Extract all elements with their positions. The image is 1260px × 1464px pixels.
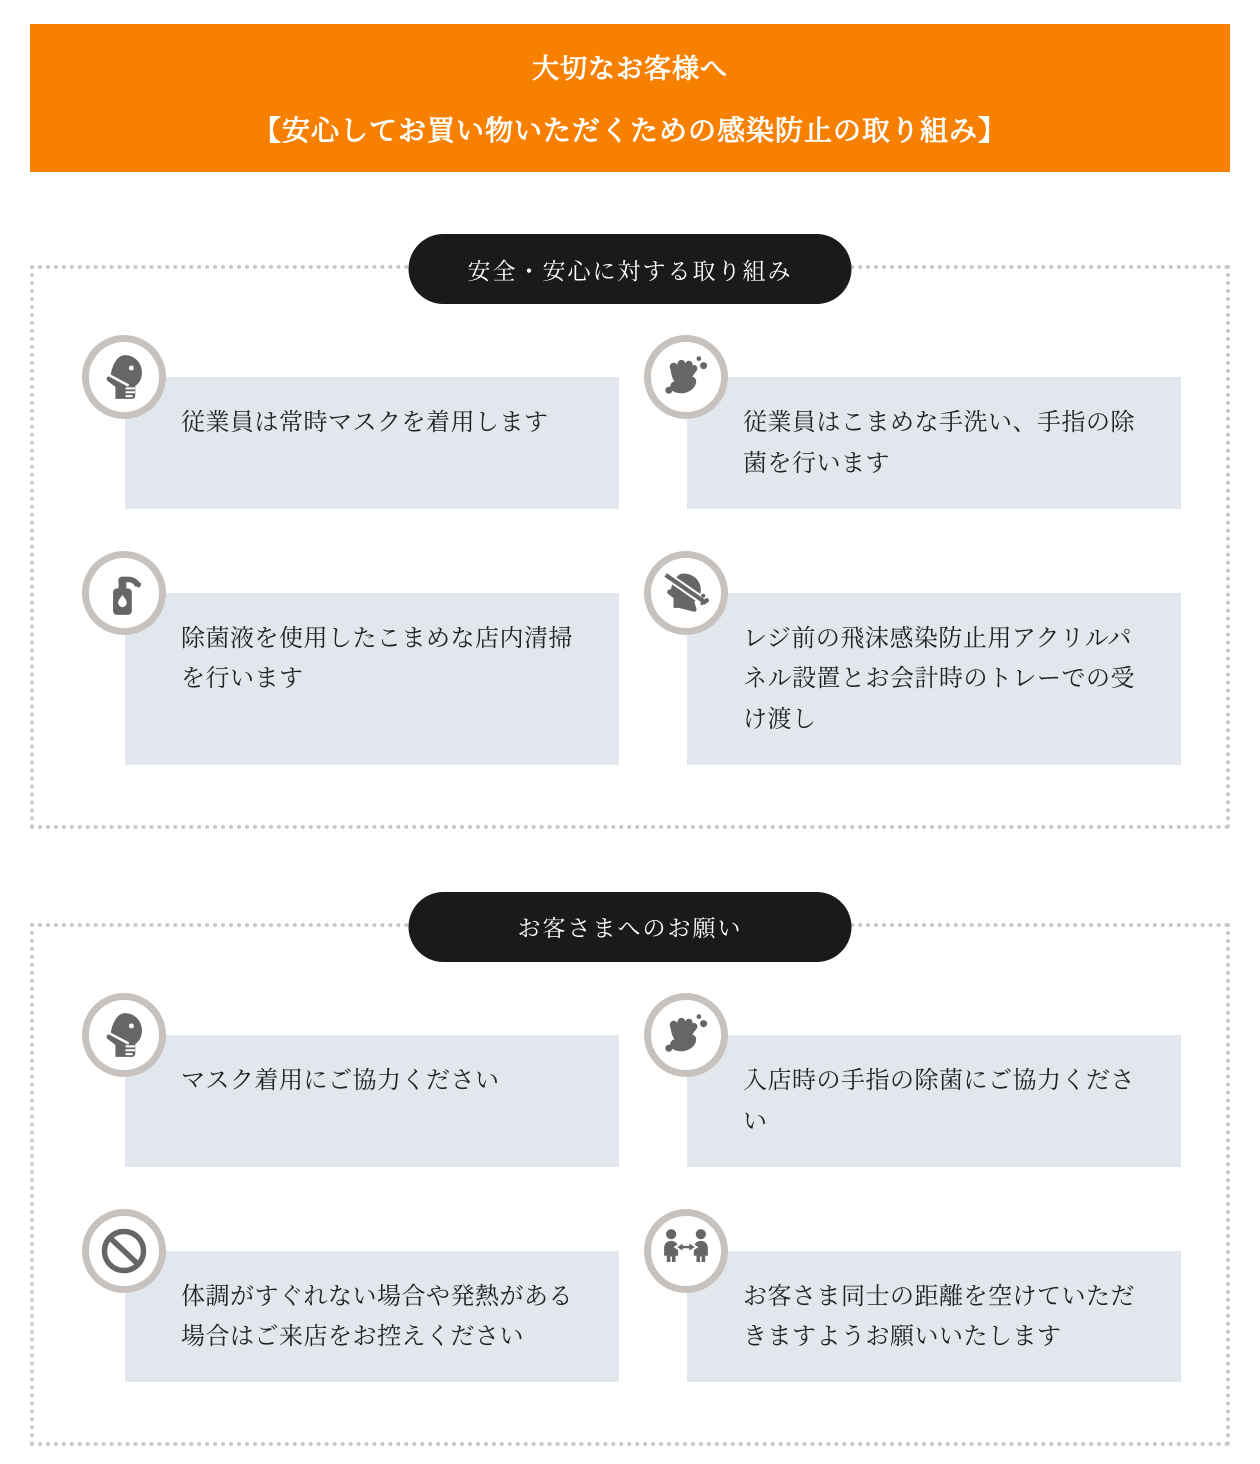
item-text: マスク着用にご協力ください: [181, 1066, 500, 1094]
section-title-badge: 安全・安心に対する取り組み: [409, 234, 852, 304]
safety-items-grid: [82, 335, 1181, 765]
list-item: [644, 993, 1181, 1167]
list-item: [82, 993, 619, 1167]
section-title-badge: お客さまへのお願い: [409, 892, 852, 962]
item-text: 従業員は常時マスクを着用します: [181, 409, 549, 436]
section-safety-measures: [30, 257, 1230, 829]
sanitizer-bottle-icon: [82, 551, 166, 635]
list-item: [644, 1209, 1181, 1383]
list-item: [82, 551, 619, 765]
item-card: [125, 1251, 619, 1383]
item-card: [125, 1035, 619, 1167]
hand-wash-icon: [644, 993, 728, 1077]
item-text: レジ前の飛沫感染防止用アクリルパネル設置とお会計時のトレーでの受け渡し: [743, 624, 1135, 734]
item-card: [125, 377, 619, 509]
item-text: 従業員はこまめな手洗い、手指の除菌を行います: [743, 409, 1135, 477]
social-distance-icon: [644, 1209, 728, 1293]
no-entry-icon: [82, 1209, 166, 1293]
list-item: [82, 335, 619, 509]
request-items-grid: [82, 993, 1181, 1382]
header-subtitle: 【安心してお買い物いただくための感染防止の取り組み】: [252, 115, 1007, 146]
header-title: 大切なお客様へ: [532, 54, 728, 84]
item-card: [125, 593, 619, 765]
mask-icon: [82, 335, 166, 419]
droplet-block-icon: [644, 551, 728, 635]
item-card: [687, 1251, 1181, 1383]
item-text: お客さま同士の距離を空けていただきますようお願いいたします: [743, 1282, 1135, 1351]
item-text: 入店時の手指の除菌にご協力ください: [743, 1066, 1135, 1135]
list-item: [82, 1209, 619, 1383]
item-card: [687, 593, 1181, 765]
item-card: [687, 1035, 1181, 1167]
list-item: [644, 551, 1181, 765]
header-banner: [30, 24, 1230, 172]
item-text: 体調がすぐれない場合や発熱がある場合はご来店をお控えください: [181, 1282, 573, 1351]
hand-wash-icon: [644, 335, 728, 419]
item-text: 除菌液を使用したこまめな店内清掃を行います: [181, 624, 573, 693]
list-item: [644, 335, 1181, 509]
item-card: [687, 377, 1181, 509]
mask-icon: [82, 993, 166, 1077]
section-customer-requests: [30, 915, 1230, 1446]
